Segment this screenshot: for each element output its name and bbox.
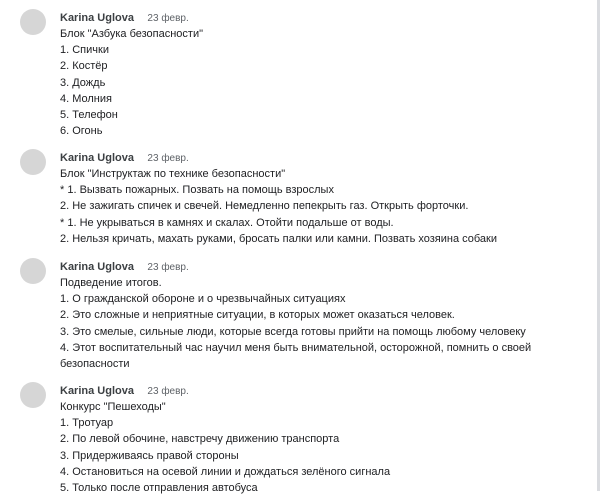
comment-line: * 1. Не укрываться в камнях и скалах. Отойти подальше от воды. (60, 216, 394, 229)
comment-date: 23 февр. (147, 262, 189, 273)
comment-line: 2. Костёр (60, 60, 108, 73)
comment-line: Подведение итогов. (60, 277, 162, 289)
comment-author[interactable]: Karina Uglova (60, 12, 134, 24)
comment-line: 4. Остановиться на осевой линии и дождаться зелёного сигнала (60, 465, 391, 478)
comment-line: 2. Не зажигать спичек и свечей. Немедленно пепекрыть газ. Открыть форточки. (60, 200, 469, 213)
comment-line: 2. По левой обочине, навстречу движению транспорта (60, 433, 340, 446)
comment-line: 6. Огонь (60, 125, 103, 138)
comment-author[interactable]: Karina Uglova (60, 261, 134, 273)
comment-header (60, 9, 189, 25)
comment-line: * 1. Вызвать пожарных. Позвать на помощь взрослых (60, 184, 334, 197)
avatar[interactable] (20, 382, 46, 408)
comment-line: Конкурс "Пешеходы" (60, 401, 166, 413)
comment-date: 23 февр. (147, 13, 189, 24)
comment-line: Блок "Инструктаж по технике безопасности" (60, 168, 286, 180)
avatar[interactable] (20, 9, 46, 35)
comment-line: 1. О гражданской обороне и о чрезвычайных ситуациях (60, 293, 346, 306)
comment-author[interactable]: Karina Uglova (60, 385, 134, 397)
comment-date: 23 февр. (147, 386, 189, 397)
comment-body (60, 275, 580, 372)
comment-line: 4. Молния (60, 92, 112, 105)
avatar[interactable] (20, 258, 46, 284)
comment-line: 5. Телефон (60, 108, 118, 121)
comment-body (60, 26, 580, 139)
comment-line: Блок "Азбука безопасности" (60, 28, 204, 40)
comment-body (60, 399, 580, 496)
comment-line: 3. Дождь (60, 76, 106, 89)
comment-line: 4. Этот воспитательный час научил меня быть внимательной, осторожной, помнить о своей (60, 341, 532, 354)
comment-line: 5. Только после отправления автобуса (60, 481, 258, 494)
comment-line: 2. Это сложные и неприятные ситуации, в которых может оказаться человек. (60, 309, 455, 322)
comment-line: 3. Придерживаясь правой стороны (60, 449, 239, 462)
comment-line: 3. Это смелые, сильные люди, которые всегда готовы прийти на помощь любому человеку (60, 325, 526, 338)
comment-header (60, 382, 189, 398)
comment-line: безопасности (60, 357, 130, 370)
comment-author[interactable]: Karina Uglova (60, 152, 134, 164)
avatar[interactable] (20, 149, 46, 175)
comment-line: 1. Тротуар (60, 417, 114, 430)
comment-line: 2. Нельзя кричать, махать руками, бросать палки или камни. Позвать хозяина собаки (60, 232, 498, 245)
comment-date: 23 февр. (147, 153, 189, 164)
comment-body (60, 166, 580, 247)
comment-header (60, 258, 189, 274)
comment-header (60, 149, 189, 165)
comment-line: 1. Спички (60, 44, 109, 57)
